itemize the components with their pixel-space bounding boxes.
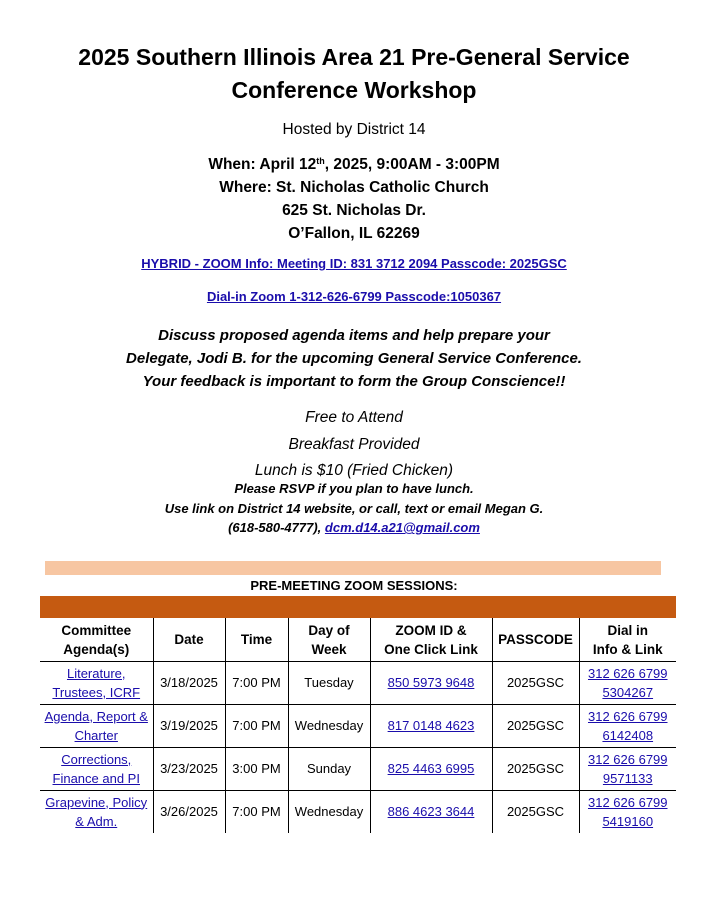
date-cell: 3/26/2025	[153, 791, 225, 834]
time-cell: 7:00 PM	[225, 705, 288, 748]
time-cell: 3:00 PM	[225, 748, 288, 791]
passcode-cell: 2025GSC	[492, 748, 579, 791]
zoom-cell	[370, 705, 492, 748]
dial-cell	[579, 705, 676, 748]
zoom-info-link[interactable]: HYBRID - ZOOM Info: Meeting ID: 831 3712 2094 Passcode: 2025GSC	[141, 256, 567, 271]
dial-cell	[579, 748, 676, 791]
col-header-passcode: PASSCODE	[492, 618, 579, 662]
col-header-day: Day of Week	[288, 618, 370, 662]
event-details	[0, 153, 708, 245]
day-cell: Tuesday	[288, 662, 370, 705]
breakfast: Breakfast Provided	[288, 435, 420, 453]
event-address: 625 St. Nicholas Dr.	[282, 202, 426, 219]
time-cell: 7:00 PM	[225, 791, 288, 834]
dial-in-link[interactable]: Dial-in Zoom 1-312-626-6799 Passcode:1050367	[206, 289, 502, 304]
zoom-cell	[370, 791, 492, 834]
zoom-link[interactable]: 850 5973 9648	[387, 675, 475, 691]
day-cell: Sunday	[288, 748, 370, 791]
when-rest: , 2025, 9:00AM - 3:00PM	[324, 156, 500, 173]
zoom-info	[0, 256, 708, 271]
passcode-cell: 2025GSC	[492, 705, 579, 748]
date-cell: 3/18/2025	[153, 662, 225, 705]
col-header-date: Date	[153, 618, 225, 662]
col-header-dial: Dial in Info & Link	[579, 618, 676, 662]
agenda-cell[interactable]	[40, 705, 153, 748]
dial-link[interactable]: 312 626 6799 5419160	[587, 794, 668, 829]
table-row	[40, 748, 676, 791]
table-header-row	[40, 618, 676, 662]
table-row	[40, 705, 676, 748]
title-line-2: Conference Workshop	[231, 77, 477, 103]
agenda-link[interactable]: Literature, Trustees, ICRF	[52, 665, 141, 700]
table-row	[40, 662, 676, 705]
hosted-by: Hosted by District 14	[282, 121, 426, 138]
discuss-line-1: Discuss proposed agenda items and help prepare your	[158, 327, 550, 344]
discuss-text	[0, 324, 708, 393]
sessions-table	[40, 618, 676, 833]
dial-cell	[579, 662, 676, 705]
orange-divider	[40, 596, 676, 618]
when-sup: th	[316, 156, 325, 166]
col-header-zoom: ZOOM ID & One Click Link	[370, 618, 492, 662]
page-title	[0, 41, 708, 107]
rsvp-line-2: Use link on District 14 website, or call, text or email Megan G.	[164, 500, 544, 516]
day-cell: Wednesday	[288, 791, 370, 834]
table-row	[40, 791, 676, 834]
pre-meeting-title: PRE-MEETING ZOOM SESSIONS:	[250, 578, 458, 593]
rsvp-line-3	[0, 518, 708, 538]
zoom-link[interactable]: 825 4463 6995	[387, 761, 475, 777]
date-cell: 3/23/2025	[153, 748, 225, 791]
event-when	[0, 153, 708, 176]
zoom-cell	[370, 662, 492, 705]
date-cell: 3/19/2025	[153, 705, 225, 748]
email-link[interactable]: dcm.d14.a21@gmail.com	[324, 520, 480, 535]
rsvp-phone: (618-580-4777),	[228, 520, 325, 535]
rsvp-info	[0, 479, 708, 538]
title-line-1: 2025 Southern Illinois Area 21 Pre-General Service	[78, 44, 630, 70]
discuss-line-2: Delegate, Jodi B. for the upcoming General Service Conference.	[126, 350, 582, 367]
rsvp-line-1: Please RSVP if you plan to have lunch.	[234, 481, 474, 496]
when-prefix: When: April 12	[208, 156, 317, 173]
zoom-cell	[370, 748, 492, 791]
dial-link[interactable]: 312 626 6799 9571133	[587, 751, 668, 786]
col-header-time: Time	[225, 618, 288, 662]
passcode-cell: 2025GSC	[492, 662, 579, 705]
agenda-cell[interactable]	[40, 748, 153, 791]
day-cell: Wednesday	[288, 705, 370, 748]
agenda-link[interactable]: Grapevine, Policy & Adm.	[45, 794, 148, 829]
agenda-cell[interactable]	[40, 791, 153, 834]
event-where: Where: St. Nicholas Catholic Church	[219, 179, 489, 196]
col-header-agenda: Committee Agenda(s)	[40, 618, 153, 662]
peach-divider	[45, 561, 661, 575]
free-to-attend: Free to Attend	[305, 409, 403, 426]
agenda-link[interactable]: Corrections, Finance and PI	[52, 751, 140, 786]
dial-info	[0, 289, 708, 304]
lunch: Lunch is $10 (Fried Chicken)	[254, 462, 454, 479]
passcode-cell: 2025GSC	[492, 791, 579, 834]
agenda-cell[interactable]	[40, 662, 153, 705]
amenities	[0, 405, 708, 485]
event-city: O’Fallon, IL 62269	[288, 225, 420, 242]
zoom-link[interactable]: 817 0148 4623	[387, 718, 475, 734]
zoom-link[interactable]: 886 4623 3644	[387, 804, 475, 820]
dial-cell	[579, 791, 676, 834]
dial-link[interactable]: 312 626 6799 6142408	[587, 708, 668, 743]
discuss-line-3: Your feedback is important to form the Group Conscience!!	[142, 373, 566, 390]
agenda-link[interactable]: Agenda, Report & Charter	[44, 708, 148, 743]
time-cell: 7:00 PM	[225, 662, 288, 705]
dial-link[interactable]: 312 626 6799 5304267	[587, 665, 668, 700]
